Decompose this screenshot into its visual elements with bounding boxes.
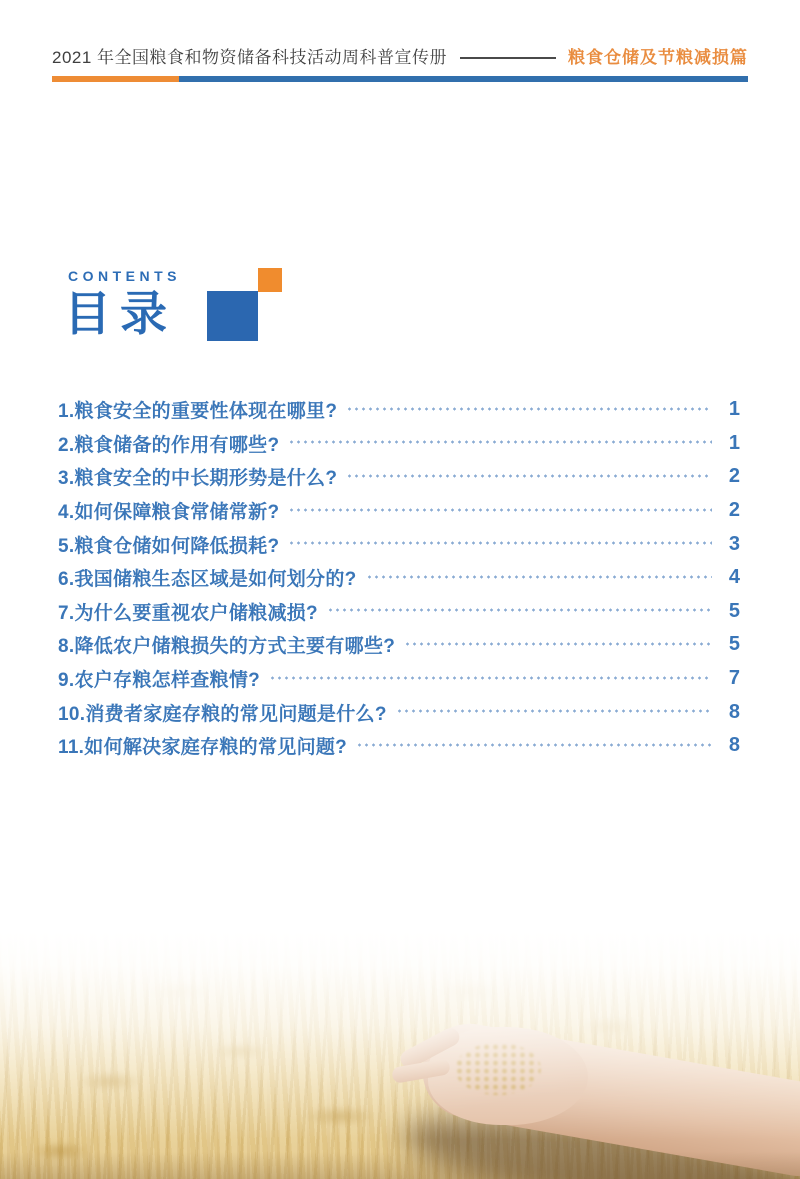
- toc-page-number: 1: [728, 398, 740, 421]
- toc-item[interactable]: [58, 729, 740, 763]
- toc-leader-dots: [404, 642, 712, 646]
- toc-item[interactable]: [58, 628, 740, 662]
- toc-page-number: 4: [728, 566, 740, 589]
- toc-item-label: 2.粮食储备的作用有哪些?: [58, 434, 280, 456]
- toc-item[interactable]: [58, 595, 740, 629]
- toc-leader-dots: [346, 407, 712, 411]
- toc-item-label: 3.粮食安全的中长期形势是什么?: [58, 468, 338, 490]
- contents-heading: [64, 268, 738, 354]
- toc-item[interactable]: [58, 527, 740, 561]
- booklet-title: 2021 年全国粮食和物资储备科技活动周科普宣传册: [52, 48, 448, 67]
- toc-leader-dots: [356, 743, 712, 747]
- toc-list: [58, 393, 740, 763]
- toc-item-label: 6.我国储粮生态区域是如何划分的?: [58, 569, 357, 591]
- toc-leader-dots: [288, 508, 712, 512]
- toc-leader-dots: [288, 440, 712, 444]
- contents-eyebrow: CONTENTS: [68, 268, 181, 284]
- wheat-field-photo: [0, 931, 800, 1179]
- toc-page-number: 5: [728, 599, 740, 622]
- toc-leader-dots: [396, 709, 712, 713]
- page-title: 目录: [64, 287, 176, 340]
- toc-item-label: 1.粮食安全的重要性体现在哪里?: [58, 401, 338, 423]
- toc-item[interactable]: [58, 494, 740, 528]
- header-rule: [52, 76, 748, 82]
- toc-item[interactable]: [58, 460, 740, 494]
- page-header: [0, 0, 800, 82]
- toc-item-label: 5.粮食仓储如何降低损耗?: [58, 535, 280, 557]
- toc-item-label: 10.消费者家庭存粮的常见问题是什么?: [58, 703, 387, 725]
- toc-item[interactable]: [58, 427, 740, 461]
- toc-leader-dots: [327, 608, 712, 612]
- toc-page-number: 2: [728, 499, 740, 522]
- toc-leader-dots: [269, 676, 712, 680]
- toc-page-number: 1: [728, 431, 740, 454]
- toc-item[interactable]: [58, 662, 740, 696]
- blue-square-decor: [207, 291, 258, 341]
- orange-square-decor: [258, 268, 282, 292]
- toc-leader-dots: [288, 541, 712, 545]
- toc-leader-dots: [366, 575, 712, 579]
- toc-item[interactable]: [58, 695, 740, 729]
- toc-item-label: 7.为什么要重视农户储粮减损?: [58, 602, 318, 624]
- toc-page-number: 7: [728, 667, 740, 690]
- toc-page-number: 8: [728, 734, 740, 757]
- toc-leader-dots: [346, 474, 712, 478]
- toc-page-number: 5: [728, 633, 740, 656]
- toc-item-label: 11.如何解决家庭存粮的常见问题?: [58, 737, 348, 759]
- toc-item[interactable]: [58, 393, 740, 427]
- toc-item[interactable]: [58, 561, 740, 595]
- header-divider-line: [460, 57, 556, 59]
- section-title: 粮食仓储及节粮减损篇: [567, 48, 748, 67]
- toc-item-label: 4.如何保障粮食常储常新?: [58, 502, 280, 524]
- header-rule-blue-segment: [179, 76, 748, 82]
- toc-page-number: 3: [728, 532, 740, 555]
- toc-page-number: 2: [728, 465, 740, 488]
- toc-page-number: 8: [728, 700, 740, 723]
- white-fade-overlay: [0, 931, 800, 1179]
- header-rule-orange-segment: [52, 76, 179, 82]
- toc-item-label: 9.农户存粮怎样查粮情?: [58, 670, 261, 692]
- toc-item-label: 8.降低农户储粮损失的方式主要有哪些?: [58, 636, 396, 658]
